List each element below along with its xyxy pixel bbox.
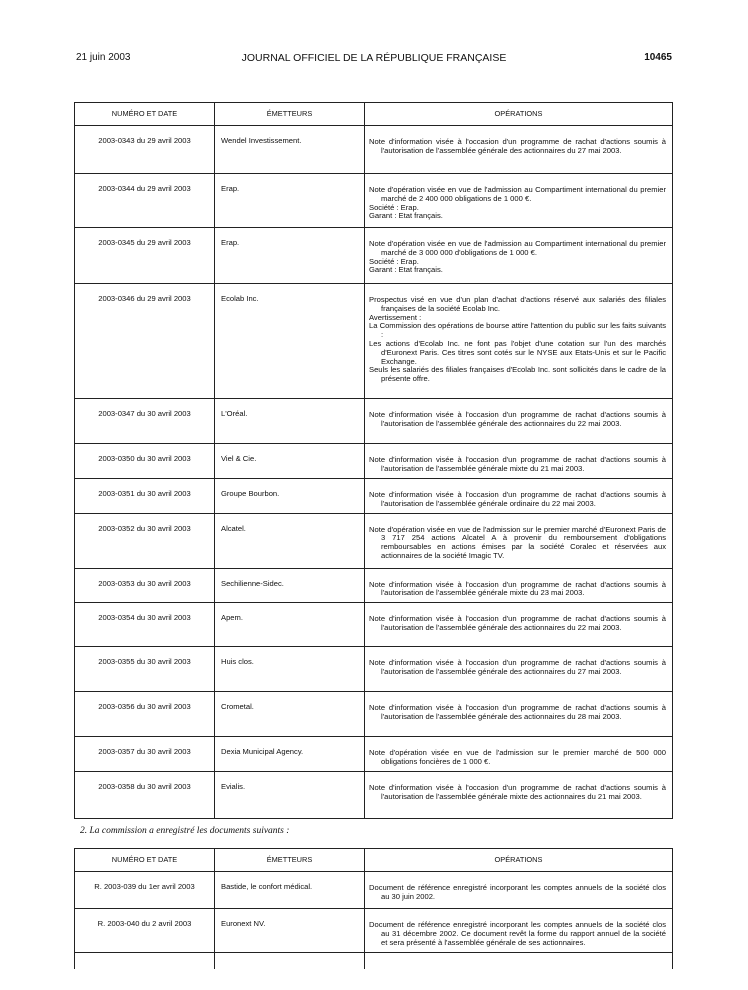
cell-emetteur: Groupe Bourbon.	[215, 479, 365, 514]
operation-text: Note d'opération visée en vue de l'admission sur le premier marché de 500 000 obligations foncières de 1 000 €.	[369, 748, 666, 766]
operation-text: Garant : Etat français.	[369, 265, 443, 275]
cell-operation	[365, 647, 673, 692]
cell-emetteur: Ecolab Inc.	[215, 284, 365, 399]
table-row	[75, 284, 673, 399]
cell-numero-date: 2003-0343 du 29 avril 2003	[75, 126, 215, 174]
operation-text: Note d'information visée à l'occasion d'un programme de rachat d'actions soumis à l'autorisation de l'assemblée générale des actionnaires du 22 mai 2003.	[369, 614, 666, 632]
column-header-numero: NUMÉRO ET DATE	[75, 103, 215, 126]
table-row	[75, 444, 673, 479]
cell-operation	[365, 444, 673, 479]
operation-text: Document de référence enregistré incorporant les comptes annuels de la société clos au 30 juin 2002.	[369, 883, 666, 901]
cell-emetteur: Huis clos.	[215, 647, 365, 692]
cell-emetteur: Viel & Cie.	[215, 444, 365, 479]
cell-operation	[365, 603, 673, 647]
table-row	[75, 399, 673, 444]
table-row	[75, 647, 673, 692]
table-row	[75, 737, 673, 772]
page-number: 10465	[644, 52, 672, 63]
cell-numero-date: 2003-0354 du 30 avril 2003	[75, 603, 215, 647]
cell-operation	[365, 399, 673, 444]
cell-emetteur: Wendel Investissement.	[215, 126, 365, 174]
cell-operation	[365, 772, 673, 819]
cell-emetteur: Euronext NV.	[215, 909, 365, 953]
table-row	[75, 953, 673, 970]
operation-text: Note d'opération visée en vue de l'admission au Compartiment international du premier marché de 2 400 000 obligations de 1 000 €.	[369, 185, 666, 203]
column-header-emetteurs: ÉMETTEURS	[215, 103, 365, 126]
operation-text: Avertissement :	[369, 312, 422, 322]
page-header	[76, 52, 672, 66]
table-row	[75, 692, 673, 737]
cell-numero-date: 2003-0358 du 30 avril 2003	[75, 772, 215, 819]
operation-text: Seuls les salariés des filiales françaises d'Ecolab Inc. sont sollicités dans le cadre de la présente offre.	[369, 365, 666, 384]
cell-emetteur: L'Oréal.	[215, 399, 365, 444]
table-header-row	[75, 103, 673, 126]
table-header-row	[75, 849, 673, 872]
cell-emetteur	[215, 953, 365, 970]
cell-operation	[365, 568, 673, 603]
section-heading: 2. La commission a enregistré les documents suivants :	[80, 826, 290, 836]
operation-text: Note d'information visée à l'occasion d'un programme de rachat d'actions soumis à l'autorisation de l'assemblée générale mixte des actionnaires du 21 mai 2003.	[369, 783, 666, 801]
column-header-emetteurs: ÉMETTEURS	[215, 849, 365, 872]
cell-operation	[365, 174, 673, 228]
table-row	[75, 872, 673, 909]
operation-text: Note d'information visée à l'occasion d'un programme de rachat d'actions soumis à l'autorisation de l'assemblée générale des actionnaires du 28 mai 2003.	[369, 703, 666, 721]
cell-operation	[365, 872, 673, 909]
operation-text: Note d'opération visée en vue de l'admission sur le premier marché d'Euronext Paris de 3 717 254 actions Alcatel A à provenir du remboursement d'obligations remboursables en actions émises par la société Coralec et réservées aux actionnaires de la société Imagic TV.	[369, 524, 666, 560]
operation-text: Note d'information visée à l'occasion d'un programme de rachat d'actions soumis à l'autorisation de l'assemblée générale mixte du 23 mai 2003.	[369, 579, 666, 598]
header-date: 21 juin 2003	[76, 52, 131, 63]
table-row	[75, 174, 673, 228]
operation-text: Note d'information visée à l'occasion d'un programme de rachat d'actions soumis à l'autorisation de l'assemblée générale mixte du 21 mai 2003.	[369, 455, 666, 473]
cell-emetteur: Erap.	[215, 228, 365, 284]
table-row	[75, 228, 673, 284]
cell-numero-date: 2003-0347 du 30 avril 2003	[75, 399, 215, 444]
operation-text: Prospectus visé en vue d'un plan d'achat d'actions réservé aux salariés des filiales françaises de la société Ecolab Inc.	[369, 295, 666, 313]
cell-emetteur: Crometal.	[215, 692, 365, 737]
cell-emetteur: Bastide, le confort médical.	[215, 872, 365, 909]
table-row	[75, 513, 673, 568]
cell-emetteur: Alcatel.	[215, 513, 365, 568]
operation-text: Note d'information visée à l'occasion d'un programme de rachat d'actions soumis à l'autorisation de l'assemblée générale des actionnaires du 22 mai 2003.	[369, 410, 666, 428]
cell-operation	[365, 909, 673, 953]
cell-operation	[365, 737, 673, 772]
operation-text: Note d'information visée à l'occasion d'un programme de rachat d'actions soumis à l'autorisation de l'assemblée générale des actionnaires du 27 mai 2003.	[369, 658, 666, 676]
journal-title: JOURNAL OFFICIEL DE LA RÉPUBLIQUE FRANÇAISE	[241, 52, 507, 64]
column-header-operations: OPÉRATIONS	[365, 849, 673, 872]
operation-text: La Commission des opérations de bourse attire l'attention du public sur les faits suivants :	[369, 321, 666, 340]
cell-numero-date: 2003-0344 du 29 avril 2003	[75, 174, 215, 228]
cell-operation	[365, 284, 673, 399]
cell-numero-date: 2003-0352 du 30 avril 2003	[75, 513, 215, 568]
cell-numero-date: 2003-0357 du 30 avril 2003	[75, 737, 215, 772]
table-row	[75, 909, 673, 953]
cell-emetteur: Evialis.	[215, 772, 365, 819]
cell-numero-date: 2003-0346 du 29 avril 2003	[75, 284, 215, 399]
cell-numero-date: 2003-0351 du 30 avril 2003	[75, 479, 215, 514]
cell-operation	[365, 479, 673, 514]
operation-text: Société : Erap.	[369, 202, 419, 212]
table-row	[75, 772, 673, 819]
column-header-numero: NUMÉRO ET DATE	[75, 849, 215, 872]
cell-operation	[365, 228, 673, 284]
operation-text: Société : Erap.	[369, 256, 419, 266]
cell-operation	[365, 692, 673, 737]
cell-numero-date: 2003-0355 du 30 avril 2003	[75, 647, 215, 692]
cell-emetteur: Sechilienne-Sidec.	[215, 568, 365, 603]
table-row	[75, 568, 673, 603]
cell-numero-date	[75, 953, 215, 970]
cell-numero-date: 2003-0356 du 30 avril 2003	[75, 692, 215, 737]
cell-numero-date: 2003-0353 du 30 avril 2003	[75, 568, 215, 603]
operations-table	[74, 102, 673, 819]
table-row	[75, 479, 673, 514]
cell-numero-date: R. 2003-040 du 2 avril 2003	[75, 909, 215, 953]
operation-text: Note d'opération visée en vue de l'admission au Compartiment international du premier marché de 3 000 000 d'obligations de 1 000 €.	[369, 239, 666, 257]
cell-emetteur: Erap.	[215, 174, 365, 228]
column-header-operations: OPÉRATIONS	[365, 103, 673, 126]
documents-table	[74, 848, 673, 969]
operation-text: Note d'information visée à l'occasion d'un programme de rachat d'actions soumis à l'autorisation de l'assemblée générale ordinaire du 22 mai 2003.	[369, 490, 666, 508]
cell-numero-date: 2003-0345 du 29 avril 2003	[75, 228, 215, 284]
operation-text: Document de référence enregistré incorporant les comptes annuels de la société clos au 31 décembre 2002. Ce document revêt la forme du rapport annuel de la société et sera présenté à l'assemblée générale de ses actionnaires.	[369, 920, 666, 947]
cell-operation	[365, 126, 673, 174]
cell-emetteur: Apem.	[215, 603, 365, 647]
cell-numero-date: 2003-0350 du 30 avril 2003	[75, 444, 215, 479]
cell-numero-date: R. 2003-039 du 1er avril 2003	[75, 872, 215, 909]
table-row	[75, 126, 673, 174]
operation-text: Garant : Etat français.	[369, 211, 443, 221]
operation-text: Les actions d'Ecolab Inc. ne font pas l'objet d'une cotation sur l'un des marchés d'Euronext Paris. Ces titres sont cotés sur le NYSE aux Etats-Unis et sur le Pacific Exchange.	[369, 338, 666, 366]
cell-operation	[365, 513, 673, 568]
cell-emetteur: Dexia Municipal Agency.	[215, 737, 365, 772]
cell-operation	[365, 953, 673, 970]
table-row	[75, 603, 673, 647]
operation-text: Note d'information visée à l'occasion d'un programme de rachat d'actions soumis à l'autorisation de l'assemblée générale des actionnaires du 27 mai 2003.	[369, 137, 666, 155]
